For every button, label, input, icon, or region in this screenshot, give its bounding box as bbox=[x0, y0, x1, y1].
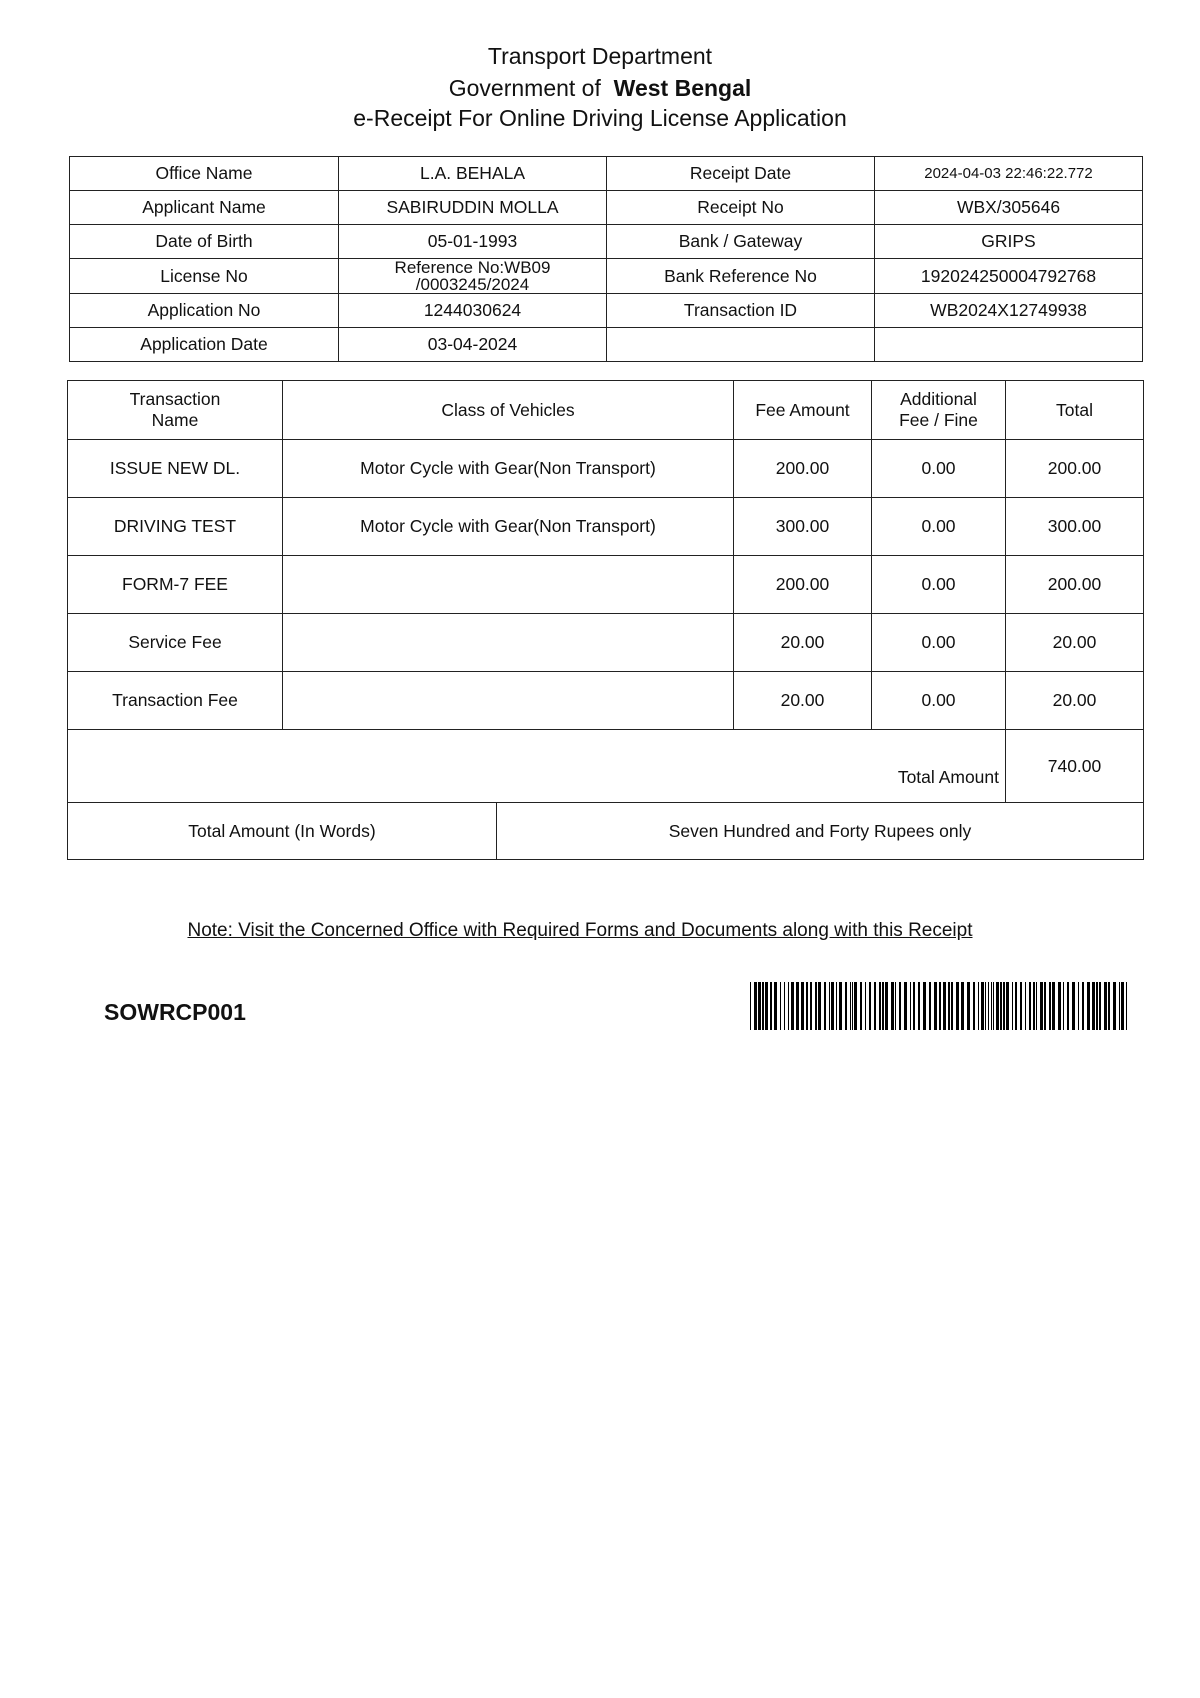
fee-additional: 0.00 bbox=[872, 672, 1006, 730]
office-name-value: L.A. BEHALA bbox=[339, 157, 607, 191]
application-date-label: Application Date bbox=[70, 328, 339, 362]
bank-ref-label: Bank Reference No bbox=[607, 259, 875, 294]
header-state: West Bengal bbox=[613, 75, 752, 101]
amount-in-words-value: Seven Hundred and Forty Rupees only bbox=[497, 803, 1144, 860]
applicant-name-value: SABIRUDDIN MOLLA bbox=[339, 191, 607, 225]
col-transaction-name-label: Transaction Name bbox=[129, 389, 221, 430]
fee-name: ISSUE NEW DL. bbox=[68, 440, 283, 498]
fee-row bbox=[68, 498, 1144, 556]
application-no-value: 1244030624 bbox=[339, 294, 607, 328]
office-name-label: Office Name bbox=[70, 157, 339, 191]
fee-total: 20.00 bbox=[1006, 614, 1144, 672]
application-no-label: Application No bbox=[70, 294, 339, 328]
applicant-name-label: Applicant Name bbox=[70, 191, 339, 225]
fee-row bbox=[68, 672, 1144, 730]
receipt-no-label: Receipt No bbox=[607, 191, 875, 225]
info-row bbox=[70, 328, 1143, 362]
amount-in-words-label: Total Amount (In Words) bbox=[68, 803, 497, 860]
total-amount-row bbox=[68, 730, 1144, 803]
barcode-icon bbox=[750, 982, 1130, 1030]
fee-amount: 20.00 bbox=[734, 614, 872, 672]
fee-additional: 0.00 bbox=[872, 498, 1006, 556]
header-department bbox=[0, 42, 1200, 70]
col-transaction-name bbox=[68, 381, 283, 440]
col-additional-fee bbox=[872, 381, 1006, 440]
fee-row bbox=[68, 556, 1144, 614]
fee-total: 300.00 bbox=[1006, 498, 1144, 556]
fee-amount: 200.00 bbox=[734, 556, 872, 614]
info-row bbox=[70, 259, 1143, 294]
header-line3: e-Receipt For Online Driving License Application bbox=[353, 105, 847, 131]
empty-cell bbox=[875, 328, 1143, 362]
fee-class bbox=[283, 556, 734, 614]
bank-gateway-value: GRIPS bbox=[875, 225, 1143, 259]
license-no-value: Reference No:WB09 /0003245/2024 bbox=[339, 259, 607, 294]
receipt-no-value: WBX/305646 bbox=[875, 191, 1143, 225]
empty-cell bbox=[607, 328, 875, 362]
info-row bbox=[70, 225, 1143, 259]
fee-name: DRIVING TEST bbox=[68, 498, 283, 556]
fees-table bbox=[67, 380, 1144, 860]
fee-total: 20.00 bbox=[1006, 672, 1144, 730]
header-line2-prefix: Government of bbox=[448, 75, 601, 101]
col-total: Total bbox=[1006, 381, 1144, 440]
transaction-id-value: WB2024X12749938 bbox=[875, 294, 1143, 328]
applicant-info-table bbox=[69, 156, 1143, 362]
bank-gateway-label: Bank / Gateway bbox=[607, 225, 875, 259]
fee-row bbox=[68, 440, 1144, 498]
receipt-date-value: 2024-04-03 22:46:22.772 bbox=[875, 157, 1143, 191]
receipt-date-label: Receipt Date bbox=[607, 157, 875, 191]
dob-label: Date of Birth bbox=[70, 225, 339, 259]
form-code: SOWRCP001 bbox=[104, 999, 246, 1025]
application-date-value: 03-04-2024 bbox=[339, 328, 607, 362]
dob-value: 05-01-1993 bbox=[339, 225, 607, 259]
info-row bbox=[70, 191, 1143, 225]
fee-amount: 200.00 bbox=[734, 440, 872, 498]
fee-name: Service Fee bbox=[68, 614, 283, 672]
bank-ref-value: 192024250004792768 bbox=[875, 259, 1143, 294]
header-line1: Transport Department bbox=[487, 43, 713, 69]
fee-class bbox=[283, 672, 734, 730]
amount-in-words-row bbox=[68, 803, 1144, 860]
fees-header-row bbox=[68, 381, 1144, 440]
fee-name: Transaction Fee bbox=[68, 672, 283, 730]
fee-amount: 20.00 bbox=[734, 672, 872, 730]
header-title bbox=[0, 104, 1200, 132]
fee-total: 200.00 bbox=[1006, 556, 1144, 614]
fee-name: FORM-7 FEE bbox=[68, 556, 283, 614]
fee-additional: 0.00 bbox=[872, 556, 1006, 614]
fee-total: 200.00 bbox=[1006, 440, 1144, 498]
transaction-id-label: Transaction ID bbox=[607, 294, 875, 328]
fee-row bbox=[68, 614, 1144, 672]
license-no-label: License No bbox=[70, 259, 339, 294]
fee-class: Motor Cycle with Gear(Non Transport) bbox=[283, 440, 734, 498]
col-class-of-vehicles: Class of Vehicles bbox=[283, 381, 734, 440]
fee-class: Motor Cycle with Gear(Non Transport) bbox=[283, 498, 734, 556]
total-amount-label: Total Amount bbox=[68, 730, 1006, 803]
fee-class bbox=[283, 614, 734, 672]
total-amount-value: 740.00 bbox=[1006, 730, 1144, 803]
header-government bbox=[0, 74, 1200, 102]
receipt-note: Note: Visit the Concerned Office with Required Forms and Documents along with this Receipt bbox=[187, 920, 973, 941]
info-row bbox=[70, 157, 1143, 191]
fee-amount: 300.00 bbox=[734, 498, 872, 556]
fee-additional: 0.00 bbox=[872, 440, 1006, 498]
info-row bbox=[70, 294, 1143, 328]
fee-additional: 0.00 bbox=[872, 614, 1006, 672]
col-additional-fee-label: Additional Fee / Fine bbox=[899, 389, 978, 430]
col-fee-amount: Fee Amount bbox=[734, 381, 872, 440]
